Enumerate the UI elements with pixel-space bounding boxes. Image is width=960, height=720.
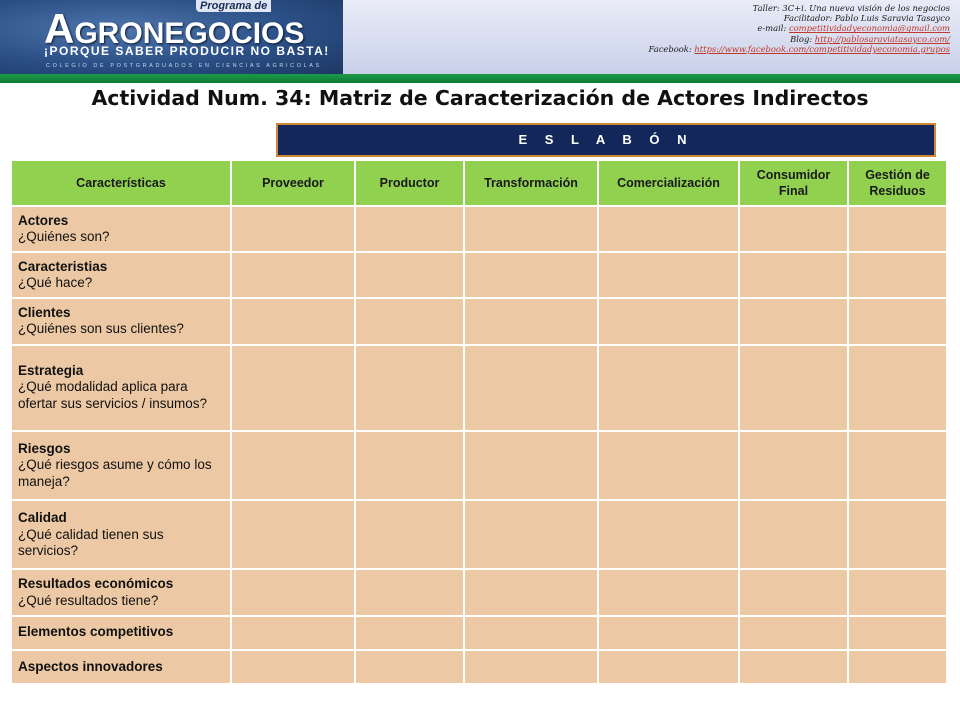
table-row-calidad xyxy=(12,501,946,568)
matrix-cell-actores-proveedor[interactable] xyxy=(232,207,354,251)
matrix-cell-elementos-consumidor-final[interactable] xyxy=(740,617,847,649)
matrix-cell-resultados-comercializacion[interactable] xyxy=(599,570,738,614)
logo-college: COLEGIO DE POSTGRADUADOS EN CIENCIAS AGRICOLAS xyxy=(46,63,322,69)
green-divider-bar xyxy=(0,74,960,83)
info-line-workshop: Taller: 3C+i. Una nueva visión de los negocios xyxy=(752,3,950,13)
matrix-cell-actores-transformacion[interactable] xyxy=(465,207,597,251)
matrix-cell-elementos-comercializacion[interactable] xyxy=(599,617,738,649)
row-label: Clientes xyxy=(18,304,71,320)
col-header-comercializacion: Comercialización xyxy=(599,161,738,205)
matrix-cell-riesgos-consumidor-final[interactable] xyxy=(740,432,847,499)
matrix-cell-clientes-consumidor-final[interactable] xyxy=(740,299,847,343)
info-line-blog xyxy=(550,34,950,44)
row-question: ¿Quiénes son? xyxy=(18,229,110,245)
matrix-cell-riesgos-productor[interactable] xyxy=(356,432,463,499)
info-line-facilitator: Facilitador: Pablo Luis Saravia Tasayco xyxy=(783,13,950,24)
matrix-cell-clientes-transformacion[interactable] xyxy=(465,299,597,343)
table-row-aspectos-innovadores xyxy=(12,651,946,683)
row-header-calidad xyxy=(12,501,230,568)
row-header-actores xyxy=(12,207,230,251)
matrix-cell-calidad-comercializacion[interactable] xyxy=(599,501,738,568)
matrix-cell-elementos-proveedor[interactable] xyxy=(232,617,354,649)
matrix-cell-aspectos-productor[interactable] xyxy=(356,651,463,683)
matrix-cell-resultados-productor[interactable] xyxy=(356,570,463,614)
logo-title-initial: A xyxy=(44,5,75,52)
table-row-caracteristias xyxy=(12,253,946,297)
table-row-riesgos xyxy=(12,432,946,499)
matrix-cell-calidad-transformacion[interactable] xyxy=(465,501,597,568)
matrix-cell-clientes-comercializacion[interactable] xyxy=(599,299,738,343)
matrix-cell-actores-consumidor-final[interactable] xyxy=(740,207,847,251)
row-label: Actores xyxy=(18,212,69,228)
workshop-info xyxy=(550,3,950,54)
facebook-link[interactable]: https://www.facebook.com/competitividadyeconomia.grupos xyxy=(694,43,950,54)
blog-label: Blog: xyxy=(790,33,813,44)
eslabon-band: E S L A B Ó N xyxy=(276,123,936,157)
blog-link[interactable]: http://pablosaraviatasayco.com/ xyxy=(814,33,950,44)
matrix-cell-riesgos-proveedor[interactable] xyxy=(232,432,354,499)
characterization-matrix xyxy=(10,159,948,685)
matrix-cell-aspectos-proveedor[interactable] xyxy=(232,651,354,683)
matrix-cell-caracteristias-gestion-residuos[interactable] xyxy=(849,253,946,297)
col-header-productor: Productor xyxy=(356,161,463,205)
matrix-cell-estrategia-consumidor-final[interactable] xyxy=(740,346,847,430)
row-label: Elementos competitivos xyxy=(18,624,174,640)
matrix-cell-resultados-consumidor-final[interactable] xyxy=(740,570,847,614)
matrix-cell-actores-gestion-residuos[interactable] xyxy=(849,207,946,251)
table-row-elementos-competitivos xyxy=(12,617,946,649)
row-question: ¿Qué calidad tienen sus servicios? xyxy=(18,526,164,559)
matrix-cell-resultados-gestion-residuos[interactable] xyxy=(849,570,946,614)
col-header-gestion-residuos: Gestión de Residuos xyxy=(849,161,946,205)
row-question: ¿Qué modalidad aplica para ofertar sus servicios / insumos? xyxy=(18,379,208,412)
email-link[interactable]: competitividadyeconomia@gmail.com xyxy=(788,23,950,34)
matrix-cell-resultados-transformacion[interactable] xyxy=(465,570,597,614)
matrix-cell-caracteristias-transformacion[interactable] xyxy=(465,253,597,297)
row-question: ¿Quiénes son sus clientes? xyxy=(18,321,184,337)
col-header-caracteristicas: Características xyxy=(12,161,230,205)
matrix-cell-caracteristias-proveedor[interactable] xyxy=(232,253,354,297)
table-row-clientes xyxy=(12,299,946,343)
table-row-resultados-economicos xyxy=(12,570,946,614)
row-header-elementos-competitivos xyxy=(12,617,230,649)
page-title: Actividad Num. 34: Matriz de Caracterización de Actores Indirectos xyxy=(91,86,869,110)
header-banner xyxy=(0,0,960,74)
row-label: Resultados económicos xyxy=(18,575,174,591)
matrix-cell-actores-productor[interactable] xyxy=(356,207,463,251)
matrix-cell-riesgos-comercializacion[interactable] xyxy=(599,432,738,499)
table-row-actores xyxy=(12,207,946,251)
row-label: Aspectos innovadores xyxy=(18,658,163,674)
logo-title-gro: GRO xyxy=(74,17,143,50)
facebook-label: Facebook: xyxy=(648,43,692,54)
row-label: Estrategia xyxy=(18,362,84,378)
row-question: ¿Qué hace? xyxy=(18,275,93,291)
matrix-cell-actores-comercializacion[interactable] xyxy=(599,207,738,251)
table-row-estrategia xyxy=(12,346,946,430)
row-header-aspectos-innovadores xyxy=(12,651,230,683)
matrix-cell-estrategia-proveedor[interactable] xyxy=(232,346,354,430)
matrix-cell-aspectos-transformacion[interactable] xyxy=(465,651,597,683)
row-question: ¿Qué resultados tiene? xyxy=(18,592,159,608)
col-header-consumidor-final: Consumidor Final xyxy=(740,161,847,205)
row-header-caracteristias xyxy=(12,253,230,297)
info-line-facebook xyxy=(550,44,950,54)
row-label: Caracteristias xyxy=(18,258,108,274)
logo-title-rest: NEGOCIOS xyxy=(142,17,305,50)
header-row xyxy=(12,161,946,205)
row-header-estrategia xyxy=(12,346,230,430)
row-header-riesgos xyxy=(12,432,230,499)
info-line-email xyxy=(550,23,950,33)
col-header-proveedor: Proveedor xyxy=(232,161,354,205)
row-header-resultados-economicos xyxy=(12,570,230,614)
matrix-cell-caracteristias-consumidor-final[interactable] xyxy=(740,253,847,297)
matrix-cell-clientes-gestion-residuos[interactable] xyxy=(849,299,946,343)
matrix-cell-resultados-proveedor[interactable] xyxy=(232,570,354,614)
agronegocios-logo xyxy=(0,0,343,74)
matrix-cell-estrategia-transformacion[interactable] xyxy=(465,346,597,430)
matrix-cell-calidad-gestion-residuos[interactable] xyxy=(849,501,946,568)
matrix-cell-estrategia-productor[interactable] xyxy=(356,346,463,430)
matrix-cell-clientes-proveedor[interactable] xyxy=(232,299,354,343)
matrix-cell-estrategia-comercializacion[interactable] xyxy=(599,346,738,430)
logo-program-tag: Programa de xyxy=(196,0,271,12)
row-header-clientes xyxy=(12,299,230,343)
col-header-transformacion: Transformación xyxy=(465,161,597,205)
matrix-cell-estrategia-gestion-residuos[interactable] xyxy=(849,346,946,430)
matrix-cell-elementos-productor[interactable] xyxy=(356,617,463,649)
row-label: Calidad xyxy=(18,509,67,525)
matrix-cell-calidad-consumidor-final[interactable] xyxy=(740,501,847,568)
matrix-cell-riesgos-gestion-residuos[interactable] xyxy=(849,432,946,499)
matrix-cell-aspectos-comercializacion[interactable] xyxy=(599,651,738,683)
matrix-cell-riesgos-transformacion[interactable] xyxy=(465,432,597,499)
matrix-cell-clientes-productor[interactable] xyxy=(356,299,463,343)
matrix-cell-elementos-transformacion[interactable] xyxy=(465,617,597,649)
matrix-cell-aspectos-consumidor-final[interactable] xyxy=(740,651,847,683)
row-label: Riesgos xyxy=(18,440,71,456)
matrix-cell-aspectos-gestion-residuos[interactable] xyxy=(849,651,946,683)
matrix-cell-elementos-gestion-residuos[interactable] xyxy=(849,617,946,649)
matrix-cell-caracteristias-comercializacion[interactable] xyxy=(599,253,738,297)
matrix-cell-calidad-proveedor[interactable] xyxy=(232,501,354,568)
matrix-cell-calidad-productor[interactable] xyxy=(356,501,463,568)
row-question: ¿Qué riesgos asume y cómo los maneja? xyxy=(18,457,212,489)
logo-slogan: ¡PORQUE SABER PRODUCIR NO BASTA! xyxy=(44,44,330,58)
matrix-cell-caracteristias-productor[interactable] xyxy=(356,253,463,297)
email-label: e-mail: xyxy=(757,23,787,34)
